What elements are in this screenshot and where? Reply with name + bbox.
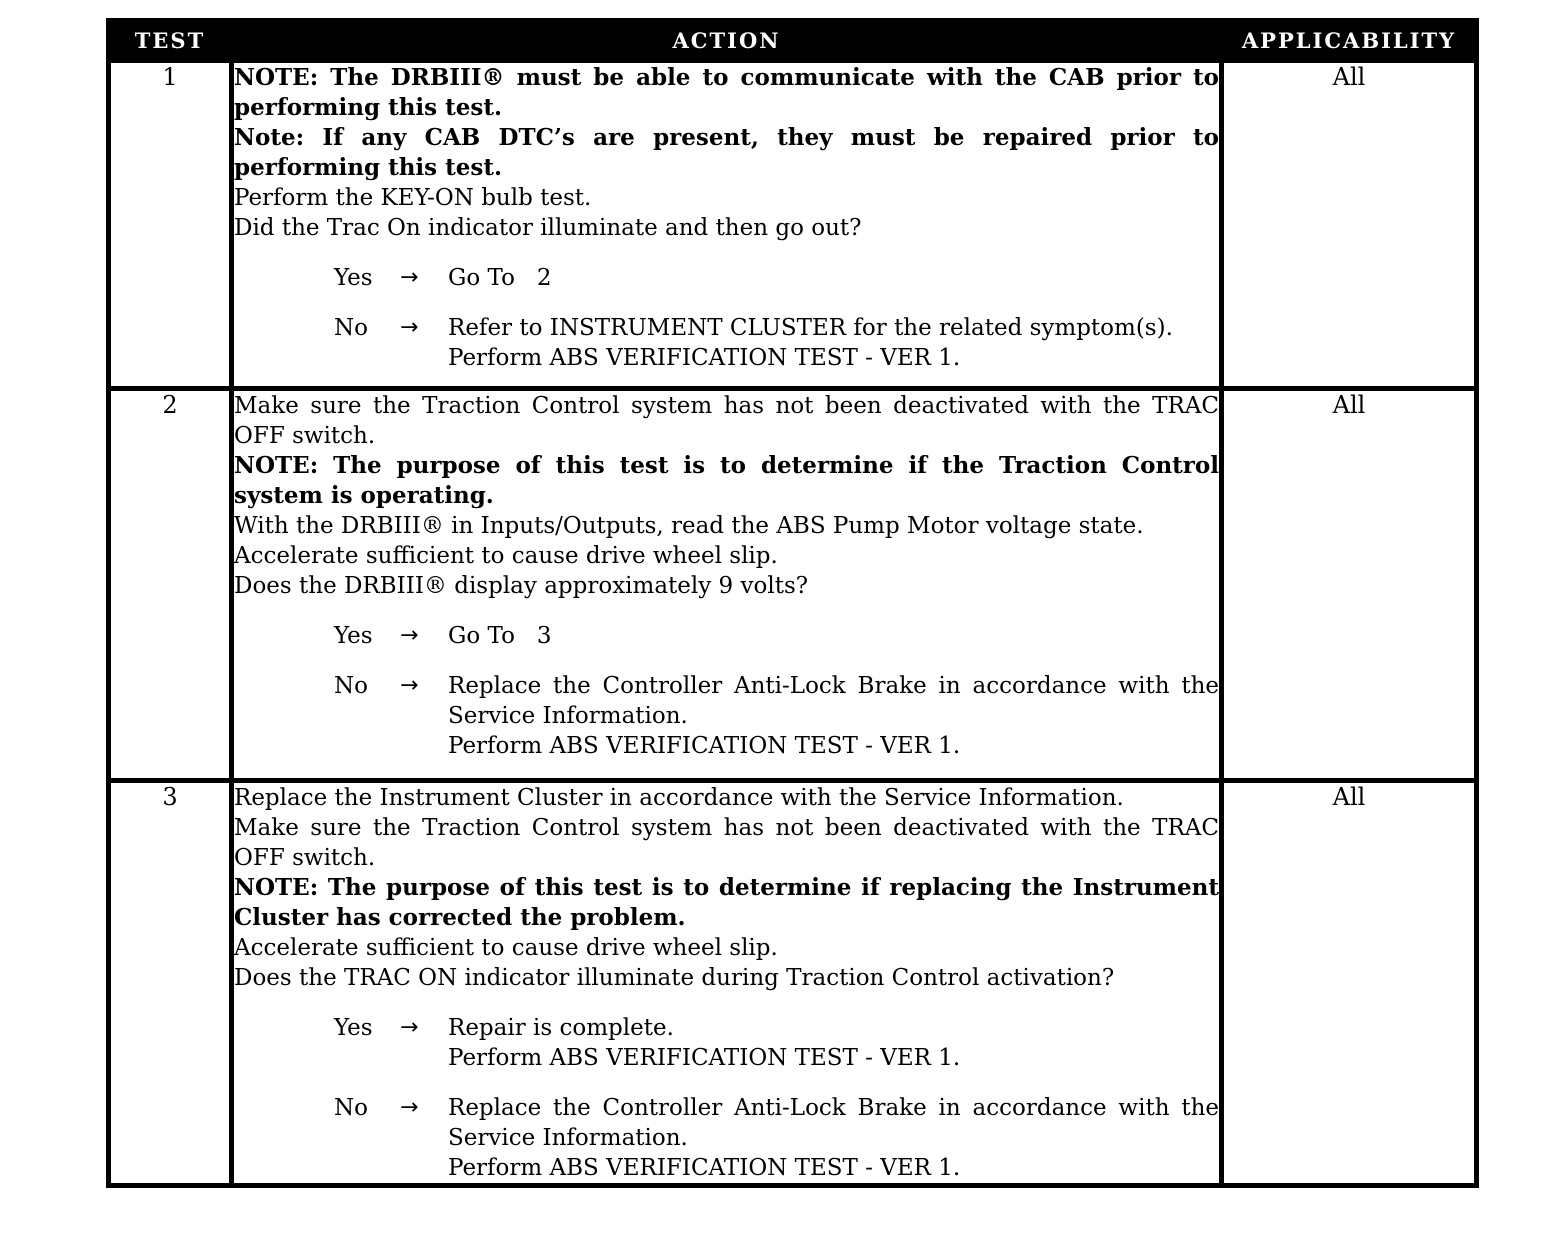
answer-yes-branch [234,263,1219,293]
action-note-paragraph: NOTE: The DRBIII® must be able to communicate with the CAB prior to performing this test. [234,64,1219,121]
answer-result-line: Go To 2 [448,265,552,291]
answer-no-branch [234,1093,1227,1183]
applicability-value: All [1222,389,1477,781]
answer-yes-branch [234,621,1219,651]
column-header-applicability: APPLICABILITY [1222,21,1477,61]
answer-label: Yes [334,623,373,649]
column-header-action: ACTION [232,21,1222,61]
test-number: 1 [109,61,232,389]
answer-result [448,1093,1227,1183]
answer-result [448,263,1219,293]
answer-result-line: Perform ABS VERIFICATION TEST - VER 1. [448,345,961,371]
answer-no-branch [234,313,1219,373]
action-step-paragraph: Accelerate sufficient to cause drive wheel slip. [234,543,778,569]
answer-result [448,313,1219,373]
test-number: 3 [109,781,232,1186]
answer-result-line: Perform ABS VERIFICATION TEST - VER 1. [448,733,961,759]
action-step-paragraph: Make sure the Traction Control system has not been deactivated with the TRAC OFF switch. [234,815,1219,871]
answer-label: No [334,1095,368,1121]
answer-result-line: Perform ABS VERIFICATION TEST - VER 1. [448,1155,961,1181]
action-note-paragraph: NOTE: The purpose of this test is to determine if replacing the Instrument Cluster has corrected the problem. [234,874,1219,931]
table-row-test-2 [109,389,1477,781]
answer-result [448,621,1219,651]
arrow-right-icon: → [400,265,417,290]
answer-label: No [334,673,368,699]
answer-no-branch [234,671,1227,761]
answer-result-line: Refer to INSTRUMENT CLUSTER for the related symptom(s). [448,315,1173,341]
column-header-test: TEST [109,21,232,61]
action-step-paragraph: Accelerate sufficient to cause drive wheel slip. [234,935,778,961]
answer-label: Yes [334,1015,373,1041]
arrow-right-icon: → [400,315,417,340]
answer-result-line: Repair is complete. [448,1015,674,1041]
answer-result-line: Go To 3 [448,623,552,649]
action-cell [232,389,1227,781]
answer-result-line: Replace the Controller Anti-Lock Brake in accordance with the Service Information. [448,1095,1227,1151]
action-note-paragraph: NOTE: The purpose of this test is to determine if the Traction Control system is operating. [234,452,1219,509]
action-question-paragraph: Does the DRBIII® display approximately 9 volts? [234,573,809,599]
answer-result-line: Replace the Controller Anti-Lock Brake in accordance with the Service Information. [448,673,1227,729]
arrow-right-icon: → [400,1015,417,1040]
table-header-row [109,21,1477,61]
answer-result [448,1013,1219,1073]
action-step-paragraph: With the DRBIII® in Inputs/Outputs, read the ABS Pump Motor voltage state. [234,513,1144,539]
diagnostic-test-table [106,18,1479,1188]
answer-label: No [334,315,368,341]
action-step-paragraph: Replace the Instrument Cluster in accordance with the Service Information. [234,785,1124,811]
arrow-right-icon: → [400,1095,417,1120]
action-step-paragraph: Perform the KEY-ON bulb test. [234,185,592,211]
applicability-value: All [1222,61,1477,389]
answer-result-line: Perform ABS VERIFICATION TEST - VER 1. [448,1045,961,1071]
action-question-paragraph: Does the TRAC ON indicator illuminate during Traction Control activation? [234,965,1115,991]
arrow-right-icon: → [400,623,417,648]
applicability-value: All [1222,781,1477,1186]
answer-label: Yes [334,265,373,291]
table-row-test-1 [109,61,1477,389]
answer-yes-branch [234,1013,1219,1073]
action-cell [232,781,1227,1186]
action-note-paragraph: Note: If any CAB DTC’s are present, they must be repaired prior to performing this test. [234,124,1219,181]
action-cell [232,61,1222,389]
action-step-paragraph: Make sure the Traction Control system has not been deactivated with the TRAC OFF switch. [234,393,1219,449]
action-question-paragraph: Did the Trac On indicator illuminate and then go out? [234,215,862,241]
arrow-right-icon: → [400,673,417,698]
table-row-test-3 [109,781,1477,1186]
answer-result [448,671,1227,761]
test-number: 2 [109,389,232,781]
